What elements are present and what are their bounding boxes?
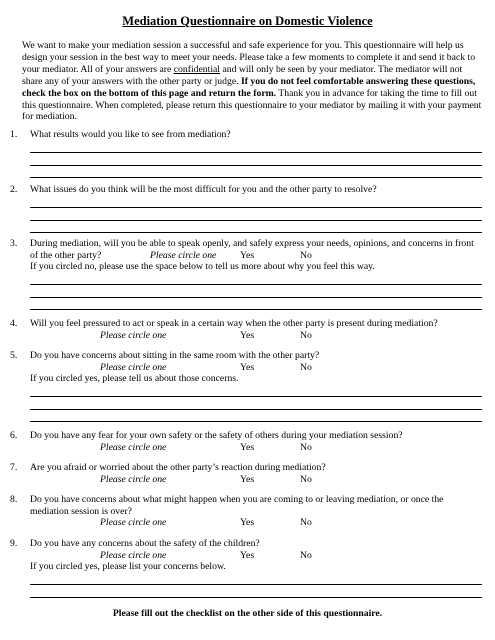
question-6 — [10, 430, 482, 453]
follow-up-text: If you circled yes, please tell us about those concerns. — [30, 373, 239, 385]
question-2 — [10, 184, 482, 233]
question-text: What issues do you think will be the most difficult for you and the other party to resolve? — [30, 184, 377, 195]
answer-line[interactable] — [30, 285, 482, 298]
answer-line[interactable] — [30, 585, 482, 598]
intro-bold-instruction: If you do not feel comfortable answering these questions, check the box on the bottom of this page and return the form. — [22, 75, 476, 99]
question-text: Do you have concerns about sitting in the same room with the other party? — [30, 350, 320, 361]
intro-text-1: We want to make your mediation session a successful and safe experience for you. This questionnaire will help us design your session in the best way to meet your needs. Please take a few moments to complete it and send it back to your mediator. All of your answers are — [22, 40, 476, 75]
question-text: Do you have concerns about what might happen when you are coming to or leaving mediation, or once the — [30, 494, 444, 505]
answer-line[interactable] — [30, 273, 482, 286]
question-number: 5. — [10, 350, 18, 361]
question-number: 1. — [10, 129, 18, 140]
circle-prompt: Please circle one — [100, 549, 167, 561]
no-option[interactable]: No — [300, 549, 312, 561]
footer-instruction: Please fill out the checklist on the other side of this questionnaire. — [112, 608, 383, 619]
intro-paragraph — [22, 40, 482, 123]
circle-prompt: Please circle one — [100, 441, 167, 453]
follow-up-text: If you circled yes, please list your concerns below. — [30, 561, 226, 573]
yes-option[interactable]: Yes — [240, 329, 255, 341]
question-number: 2. — [10, 184, 18, 195]
question-1 — [10, 129, 482, 178]
no-option[interactable]: No — [300, 249, 312, 261]
answer-line[interactable] — [30, 385, 482, 398]
yes-option[interactable]: Yes — [240, 517, 255, 529]
no-option[interactable]: No — [300, 473, 312, 485]
circle-prompt: Please circle one — [100, 329, 167, 341]
circle-prompt: Please circle one — [150, 249, 217, 261]
answer-line[interactable] — [30, 141, 482, 154]
answer-line[interactable] — [30, 410, 482, 423]
question-text: Do you have any concerns about the safety of the children? — [30, 538, 260, 549]
no-option[interactable]: No — [300, 361, 312, 373]
circle-prompt: Please circle one — [100, 361, 167, 373]
question-text: During mediation, will you be able to speak openly, and safely express your needs, opinions, and concerns in front — [30, 238, 474, 249]
question-4 — [10, 318, 482, 341]
question-8 — [10, 494, 482, 529]
question-text: Will you feel pressured to act or speak in a certain way when the other party is present during mediation? — [30, 318, 438, 329]
answer-line[interactable] — [30, 298, 482, 311]
no-option[interactable]: No — [300, 517, 312, 529]
question-text: What results would you like to see from mediation? — [30, 129, 231, 140]
answer-line[interactable] — [30, 166, 482, 179]
question-3 — [10, 238, 482, 310]
question-5 — [10, 350, 482, 422]
answer-line[interactable] — [30, 153, 482, 166]
answer-line[interactable] — [30, 221, 482, 234]
circle-prompt: Please circle one — [100, 473, 167, 485]
circle-prompt: Please circle one — [100, 517, 167, 529]
yes-option[interactable]: Yes — [240, 441, 255, 453]
question-number: 7. — [10, 462, 18, 473]
question-7 — [10, 462, 482, 485]
page-title: Mediation Questionnaire on Domestic Violence — [122, 14, 373, 28]
answer-line[interactable] — [30, 208, 482, 221]
question-9 — [10, 538, 482, 598]
answer-line[interactable] — [30, 573, 482, 586]
answer-line[interactable] — [30, 196, 482, 209]
answer-line[interactable] — [30, 397, 482, 410]
question-text: Are you afraid or worried about the other party’s reaction during mediation? — [30, 462, 326, 473]
question-text-continued: of the other party? — [30, 249, 102, 261]
question-number: 6. — [10, 430, 18, 441]
follow-up-text: If you circled no, please use the space below to tell us more about why you feel this way. — [30, 261, 375, 273]
intro-confidential: confidential — [173, 63, 221, 75]
intro-text-3: Thank you in advance for taking the time to fill out this questionnaire. When completed, please return this questionnaire to your mediator by mailing it with your payment for mediation. — [22, 87, 482, 123]
no-option[interactable]: No — [300, 441, 312, 453]
yes-option[interactable]: Yes — [240, 473, 255, 485]
question-number: 3. — [10, 238, 18, 249]
question-number: 8. — [10, 494, 18, 505]
no-option[interactable]: No — [300, 329, 312, 341]
question-text: Do you have any fear for your own safety or the safety of others during your mediation session? — [30, 430, 403, 441]
question-number: 9. — [10, 538, 18, 549]
intro-text-2: and will only be seen by your mediator. The mediator will not share any of your answers with the other party or judge. — [22, 63, 463, 87]
yes-option[interactable]: Yes — [240, 549, 255, 561]
yes-option[interactable]: Yes — [240, 361, 255, 373]
question-text-continued: mediation session is over? — [30, 505, 132, 517]
question-number: 4. — [10, 318, 18, 329]
yes-option[interactable]: Yes — [240, 249, 255, 261]
